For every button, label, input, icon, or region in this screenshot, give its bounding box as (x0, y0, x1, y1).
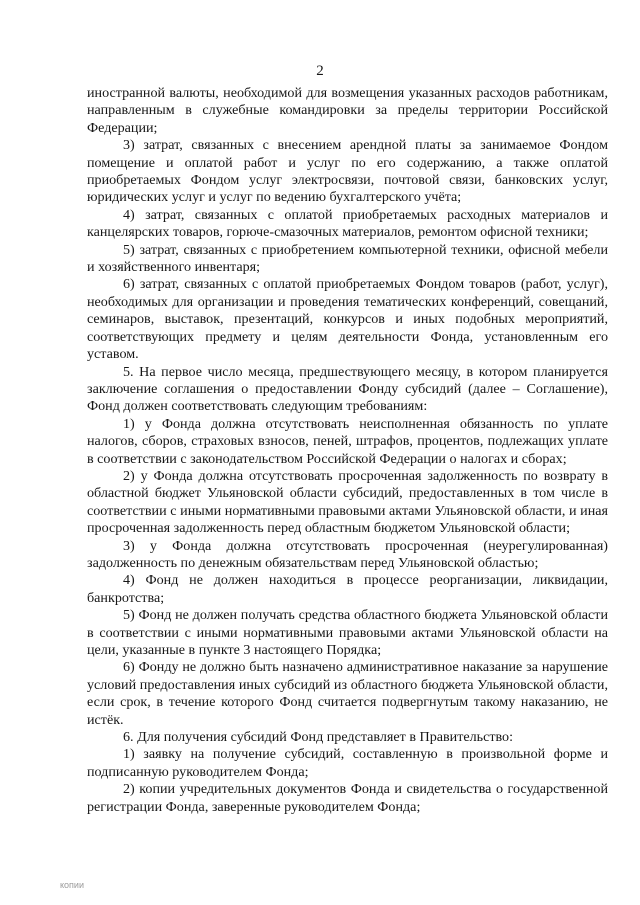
paragraph-document-1: 1) заявку на получение субсидий, составленную в произвольной форме и подписанную руководителем Фонда; (87, 746, 608, 780)
paragraph-requirement-1: 1) у Фонда должна отсутствовать неисполненная обязанность по уплате налогов, сборов, страховых взносов, пеней, штрафов, процентов, подлежащих уплате в соответствии с законодательством Российской Федерации о налогах и сборах; (87, 415, 608, 467)
paragraph-item-5: 5) затрат, связанных с приобретением компьютерной техники, офисной мебели и хозяйственного инвентаря; (87, 241, 608, 276)
paragraph-document-2: 2) копии учредительных документов Фонда и свидетельства о государственной регистрации Фонда, заверенные руководителем Фонда; (87, 781, 608, 815)
paragraph-requirement-4: 4) Фонд не должен находиться в процессе реорганизации, ликвидации, банкротства; (87, 572, 608, 606)
paragraph-requirement-3: 3) у Фонда должна отсутствовать просроченная (неурегулированная) задолженность по денежным обязательствам перед Ульяновской областью; (87, 537, 608, 571)
paragraph-continuation: иностранной валюты, необходимой для возмещения указанных расходов работникам, направленным в служебные командировки за пределы территории Российской Федерации; (87, 85, 608, 136)
paragraph-section-6: 6. Для получения субсидий Фонд представляет в Правительство: (123, 729, 514, 746)
page-number: 2 (316, 63, 324, 79)
paragraph-requirement-6: 6) Фонду не должно быть назначено административное наказание за нарушение условий предоставления иных субсидий из областного бюджета Ульяновской области, если срок, в течение которого Фонд считается подвергнутым такому наказанию, не истёк. (87, 659, 608, 728)
paragraph-requirement-2: 2) у Фонда должна отсутствовать просроченная задолженность по возврату в областной бюджет Ульяновской области субсидий, предоставленных в том числе в соответствии с иными нормативными правовыми актами Ульяновской области, и иная просроченная задолженность перед областным бюджетом Ульяновской области; (87, 467, 608, 537)
paragraph-item-3: 3) затрат, связанных с внесением арендной платы за занимаемое Фондом помещение и оплатой работ и услуг по его содержанию, а также оплатой приобретаемых Фондом услуг электросвязи, почтовой связи, банковских услуг, юридических услуг и услуг по ведению бухгалтерского учёта; (87, 137, 608, 206)
paragraph-requirement-5: 5) Фонд не должен получать средства областного бюджета Ульяновской области в соответствии с иными нормативными правовыми актами Ульяновской области на цели, указанные в пункте 3 настоящего Порядка; (87, 607, 608, 658)
paragraph-section-5: 5. На первое число месяца, предшествующего месяцу, в котором планируется заключение соглашения о предоставлении Фонду субсидий (далее – Соглашение), Фонд должен соответствовать следующим требованиям: (87, 363, 608, 415)
paragraph-item-4: 4) затрат, связанных с оплатой приобретаемых расходных материалов и канцелярских товаров, горюче-смазочных материалов, ремонтом офисной техники; (87, 206, 608, 241)
document-body (87, 85, 608, 816)
paragraph-item-6: 6) затрат, связанных с оплатой приобретаемых Фондом товаров (работ, услуг), необходимых для организации и проведения тематических конференций, совещаний, семинаров, выставок, презентаций, конкурсов и иных подобных мероприятий, соответствующих предмету и целям деятельности Фонда, установленным его уставом. (87, 276, 608, 363)
margin-mark: копии (60, 880, 84, 890)
